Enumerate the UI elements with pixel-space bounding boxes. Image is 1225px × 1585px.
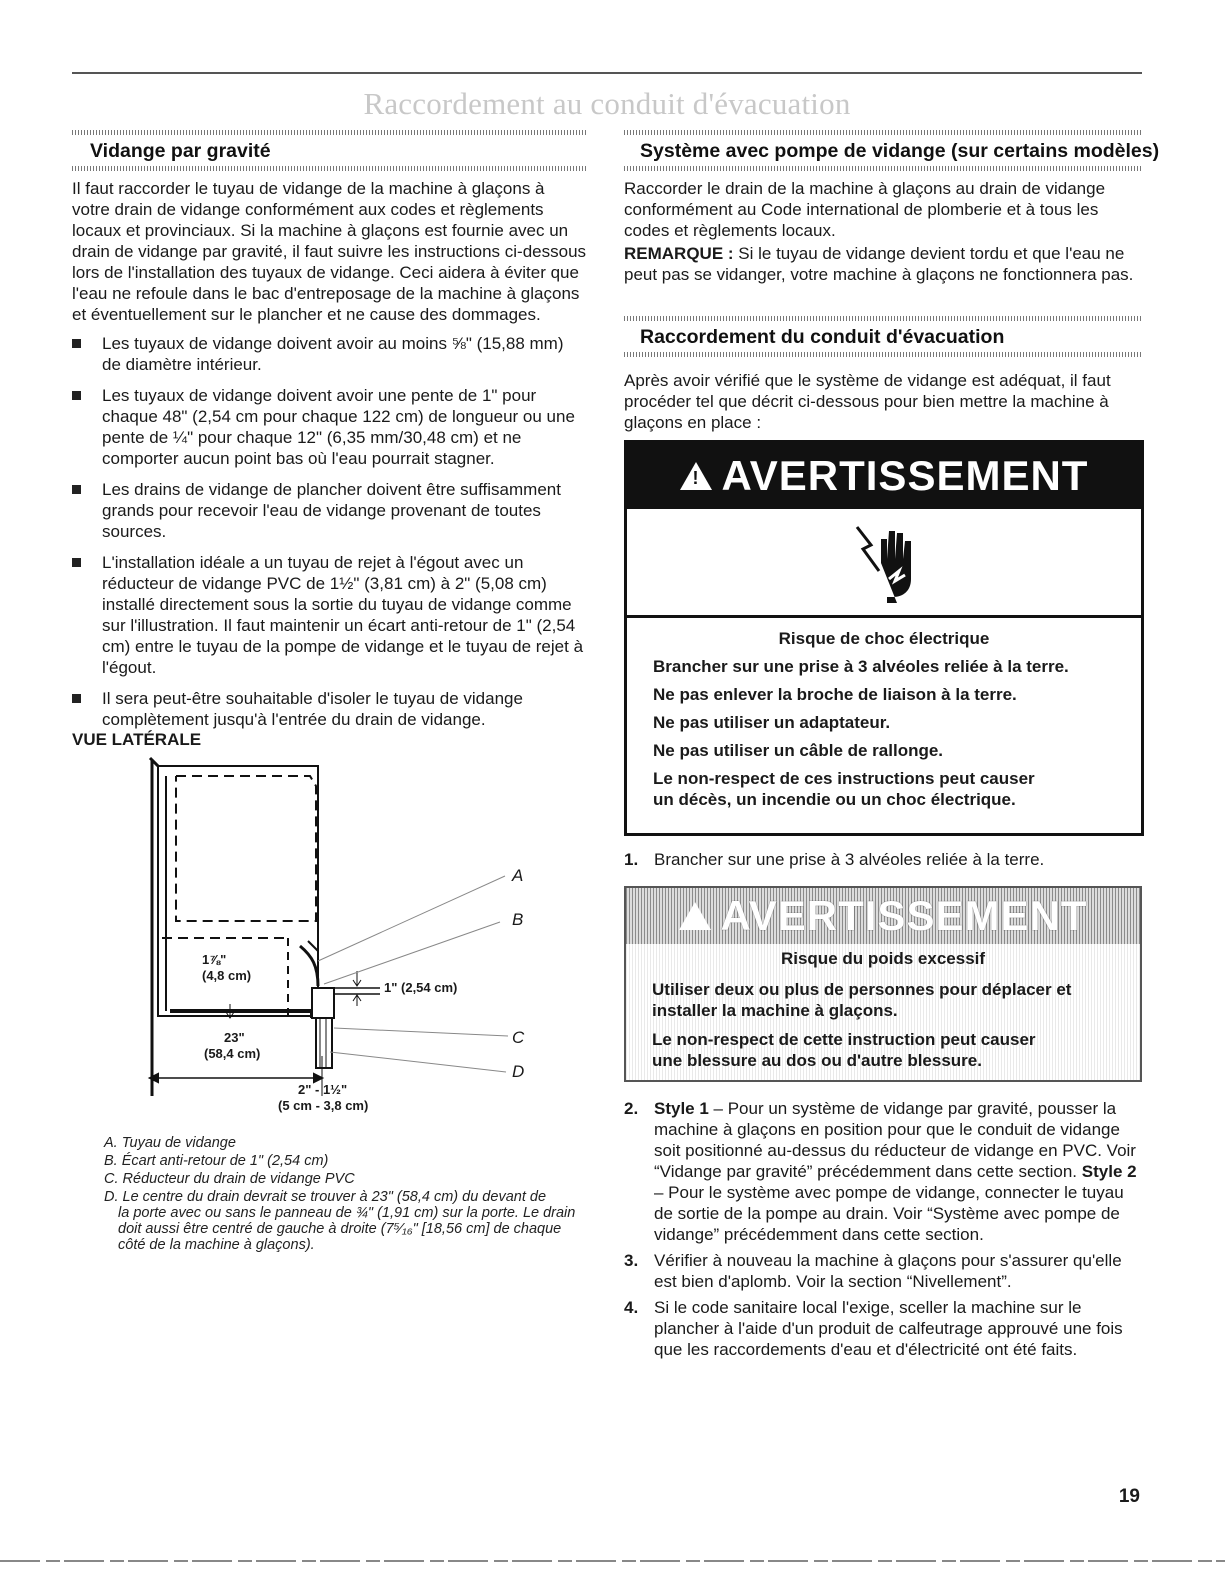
warning-triangle-icon — [679, 902, 711, 930]
warning-line: Ne pas enlever la broche de liaison à la terre. — [653, 685, 1017, 704]
caption-d — [104, 1189, 590, 1253]
page-title: Raccordement au conduit d'évacuation — [363, 86, 851, 121]
label-b: B — [512, 910, 524, 929]
dim-pipe-in: 2" - 1½" — [298, 1082, 348, 1097]
warning-consequence: Le non-respect de cette instruction peut causer — [652, 1030, 1036, 1049]
warning-consequence: un décès, un incendie ou un choc électrique. — [653, 790, 1016, 809]
warning-consequence: une blessure au dos ou d'autre blessure. — [652, 1051, 982, 1070]
step-text: – Pour le système avec pompe de vidange, connecter le tuyau de sortie de la pompe au drain. Voir “Système avec pompe de vidange” précédemment dans cette section. — [654, 1183, 1124, 1244]
diagram-drawing — [140, 756, 560, 1136]
list-item: Les tuyaux de vidange doivent avoir une pente de 1" pour chaque 48" (2,54 cm pour chaque 122 cm) de longueur ou une pente de ¼" pour chaque 12" (6,35 mm/30,48 cm) et ne comporter aucun point bas où l'eau pourrait stagner. — [72, 385, 587, 469]
warning-line: Utiliser deux ou plus de personnes pour déplacer et — [652, 980, 1072, 999]
step-text: Si le code sanitaire local l'exige, sceller la machine sur le plancher à l'aide d'un produit de calfeutrage approuvé une fois que les raccordements d'eau et d'électricité ont été faits. — [654, 1298, 1123, 1359]
step-3 — [624, 1250, 1139, 1292]
side-view-diagram — [140, 756, 560, 1136]
section-heading-pump: Système avec pompe de vidange (sur certains modèles) — [640, 140, 1160, 162]
warning-header — [626, 888, 1140, 944]
warning-box-electric — [624, 440, 1144, 836]
pump-text — [624, 178, 1139, 285]
warning-title: AVERTISSEMENT — [721, 452, 1089, 499]
step-1 — [624, 849, 1139, 870]
figure-captions — [104, 1135, 590, 1253]
step-number: 1. — [624, 850, 639, 869]
warning-box-weight — [624, 886, 1142, 1082]
dim-pipe-cm: (5 cm - 3,8 cm) — [278, 1098, 369, 1113]
heading-rule-top — [72, 130, 587, 135]
heading-rule-top — [624, 316, 1142, 321]
style-label: Style 2 — [1081, 1162, 1137, 1181]
list-item: Les drains de vidange de plancher doivent être suffisamment grands pour recevoir l'eau de vidange provenant de toutes sources. — [72, 479, 587, 542]
top-rule — [72, 72, 1142, 74]
warning-header — [627, 443, 1141, 509]
caption-b: B. Écart anti-retour de 1" (2,54 cm) — [104, 1153, 329, 1169]
warning-line: installer la machine à glaçons. — [652, 1001, 898, 1020]
step-text: – Pour un système de vidange par gravité, pousser la machine à glaçons en position pour que le conduit de vidange soit positionné au-dessus du réducteur de vidange en PVC. Voir “Vidange par gravité” précédemment dans cette section. — [654, 1099, 1136, 1181]
heading-rule-top — [624, 130, 1142, 135]
warning-risk: Risque du poids excessif — [780, 949, 986, 968]
list-item: Les tuyaux de vidange doivent avoir au moins ⅝" (15,88 mm) de diamètre intérieur. — [72, 333, 587, 375]
step-number: 2. — [624, 1099, 639, 1118]
connection-text — [624, 370, 1139, 433]
warning-line: Ne pas utiliser un adaptateur. — [653, 713, 891, 732]
step-text: Vérifier à nouveau la machine à glaçons pour s'assurer qu'elle est bien d'aplomb. Voir la section “Nivellement”. — [654, 1251, 1122, 1291]
steps-list — [624, 1098, 1139, 1360]
step-text: Brancher sur une prise à 3 alvéoles reliée à la terre. — [654, 850, 1045, 869]
list-item: Il sera peut-être souhaitable d'isoler le tuyau de vidange complètement jusqu'à l'entrée du drain de vidange. — [72, 688, 587, 730]
connection-paragraph: Après avoir vérifié que le système de vidange est adéquat, il faut procéder tel que décrit ci-dessous pour bien mettre la machine à glaçons en place : — [624, 371, 1111, 432]
dim-height-cm: (4,8 cm) — [202, 968, 252, 983]
heading-rule-bottom — [624, 166, 1142, 171]
step-number: 4. — [624, 1298, 639, 1317]
caption-c: C. Réducteur du drain de vidange PVC — [104, 1171, 355, 1187]
warning-triangle-icon: ! — [680, 462, 712, 490]
label-a: A — [512, 866, 524, 885]
caption-d-first-line: D. Le centre du drain devrait se trouver à 23" (58,4 cm) du devant de — [104, 1189, 547, 1205]
warning-consequence: Le non-respect de ces instructions peut causer — [653, 769, 1035, 788]
heading-rule-bottom — [624, 352, 1142, 357]
warning-icon-area — [627, 509, 1141, 618]
caption-d-rest: la porte avec ou sans le panneau de ¾" (1,91 cm) sur la porte. Le drain doit aussi être centré de gauche à droite (7⁵⁄₁₆" [18,56 cm] de chaque côté de la machine à glaçons). — [118, 1205, 576, 1253]
dim-depth-cm: (58,4 cm) — [204, 1046, 261, 1061]
heading-rule-bottom — [72, 166, 587, 171]
left-text-column — [72, 178, 587, 730]
warning-line: Brancher sur une prise à 3 alvéoles reliée à la terre. — [653, 657, 1069, 676]
page-number: 19 — [1118, 1486, 1140, 1507]
warning-title: AVERTISSEMENT — [720, 892, 1088, 939]
pump-paragraph: Raccorder le drain de la machine à glaçons au drain de vidange conformément au Code international de plomberie et à tous les codes et règlements locaux. — [624, 179, 1106, 240]
warning-text — [626, 944, 1140, 1071]
style-label: Style 1 — [654, 1099, 709, 1118]
label-c: C — [512, 1028, 525, 1047]
warning-line: Ne pas utiliser un câble de rallonge. — [653, 741, 944, 760]
section-heading-gravity: Vidange par gravité — [90, 140, 271, 162]
list-item: L'installation idéale a un tuyau de rejet à l'égout avec un réducteur de vidange PVC de 1½" (3,81 cm) à 2" (5,08 cm) installé directement sous la sortie du tuyau de vidange comme sur l'illustration. Il faut maintenir un écart anti-retour de 1" (2,54 cm) entre le tuyau de la pompe de vidange et le tuyau de rejet à l'égout. — [72, 552, 587, 678]
dim-gap: 1" (2,54 cm) — [384, 980, 458, 995]
intro-paragraph: Il faut raccorder le tuyau de vidange de la machine à glaçons à votre drain de vidange conformément aux codes et règlements locaux et provinciaux. Si la machine à glaçons est fournie avec un drain de vidange par gravité, il faut suivre les instructions ci-dessous lors de l'installation des tuyaux de vidange. Ceci aidera à éviter que l'eau ne refoule dans le bac d'entreposage de la machine à glaçons et éventuellement sur le plancher et ne cause des dommages. — [72, 179, 587, 324]
dim-height-in: 1⅞" — [202, 952, 227, 967]
dim-depth-in: 23" — [224, 1030, 245, 1045]
step-4 — [624, 1297, 1139, 1360]
caption-a: A. Tuyau de vidange — [104, 1135, 236, 1151]
label-d: D — [512, 1062, 525, 1081]
warning-text — [627, 618, 1141, 810]
warning-risk: Risque de choc électrique — [778, 629, 990, 648]
view-label: VUE LATÉRALE — [72, 730, 202, 749]
section-heading-connection: Raccordement du conduit d'évacuation — [640, 326, 1005, 348]
electric-shock-hand-icon — [851, 523, 921, 603]
remark-text: Si le tuyau de vidange devient tordu et que l'eau ne peut pas se vidanger, votre machine à glaçons ne fonctionnera pas. — [624, 244, 1134, 284]
remark-label: REMARQUE : — [624, 244, 734, 263]
step-2 — [624, 1098, 1139, 1245]
remark-paragraph — [624, 243, 1139, 285]
step-number: 3. — [624, 1251, 639, 1270]
bottom-edge — [0, 1560, 1225, 1562]
